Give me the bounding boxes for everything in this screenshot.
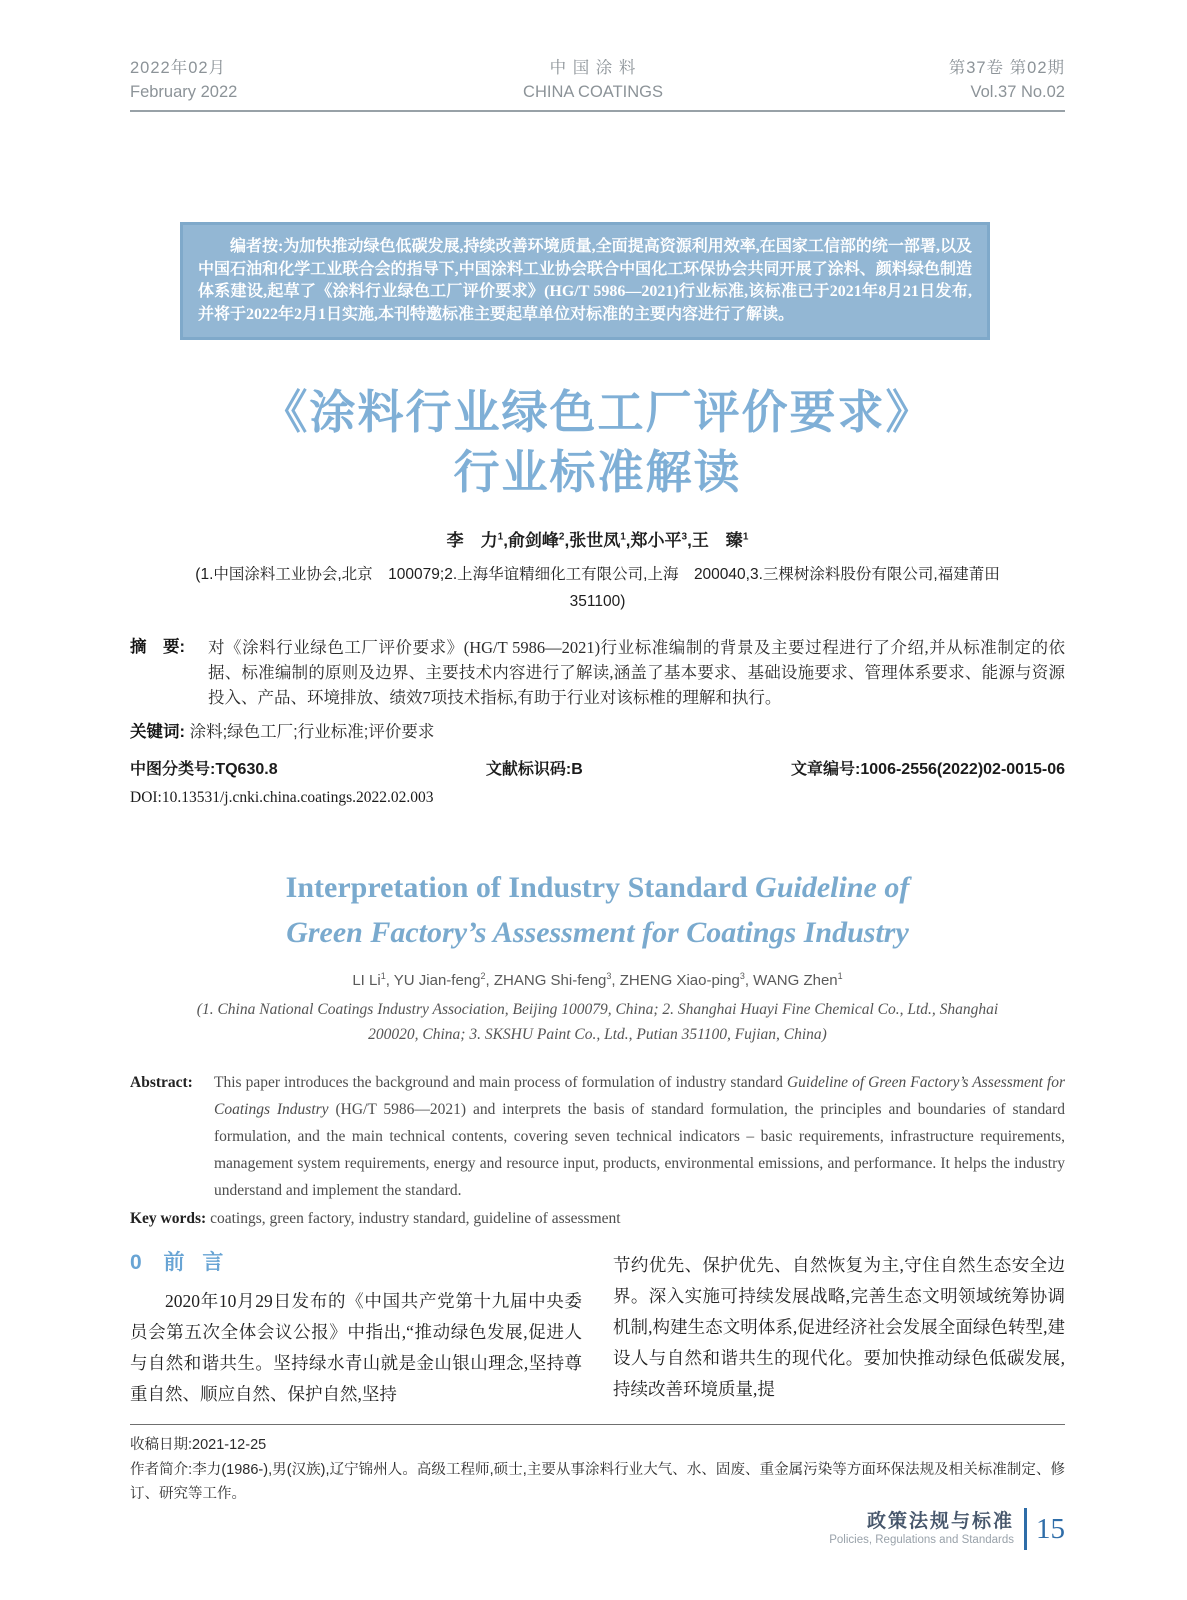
page-footer bbox=[829, 1508, 1065, 1550]
section-title: 前 言 bbox=[163, 1251, 230, 1274]
page bbox=[130, 0, 1065, 1507]
column-right bbox=[613, 1250, 1065, 1410]
classification-row bbox=[130, 756, 1065, 779]
keywords-zh bbox=[130, 718, 1065, 742]
abstract-zh-text: 对《涂料行业绿色工厂评价要求》(HG/T 5986—2021)行业标准编制的背景及主要过程进行了介绍,并从标准制定的依据、标准编制的原则及边界、主要技术内容进行了解读,涵盖了基本要求、基础设施要求、管理体系要求、能源与资源投入、产品、环境排放、绩效7项技术指标,有助于行业对该标椎的理解和执行。 bbox=[208, 638, 1065, 707]
issue-info bbox=[949, 56, 1065, 104]
issue-info-zh: 第37卷 第02期 bbox=[948, 59, 1065, 77]
keywords-en-label: Key words: bbox=[130, 1210, 207, 1227]
abstract-en-label: Abstract: bbox=[130, 1074, 193, 1091]
affiliation-en-line2: 200020, China; 3. SKSHU Paint Co., Ltd., Putian 351100, Fujian, China) bbox=[368, 1026, 827, 1043]
article-title-zh-line1: 《涂料行业绿色工厂评价要求》 bbox=[261, 386, 934, 438]
article-title-en-line2: Green Factory’s Assessment for Coatings Industry bbox=[286, 916, 909, 949]
abstract-en-text: This paper introduces the background and main process of formulation of industry standard Guideline of Green Factory’s Assessment for Coatings Industry (HG/T 5986—2021) and interprets the basis of standard formulation, the principles and boundaries of standard formulation, and the main technical contents, covering seven technical indicators – basic requirements, infrastructure requirements, management system requirements, energy and resource input, products, environmental emissions, and performance. It helps the industry understand and implement the standard. bbox=[214, 1074, 1065, 1199]
header-date-en: February 2022 bbox=[130, 83, 238, 101]
article-title-zh-line2: 行业标准解读 bbox=[453, 446, 742, 498]
section-number: 0 bbox=[130, 1251, 142, 1274]
keywords-en-text: coatings, green factory, industry standard, guideline of assessment bbox=[210, 1210, 621, 1227]
section-heading bbox=[130, 1250, 582, 1276]
body-columns bbox=[130, 1250, 1065, 1410]
authors-zh: 李 力$^1$,俞剑峰$^2$,张世凤$^1$,郑小平$^3$,王 臻$^1$ bbox=[446, 531, 749, 550]
journal-name-zh: 中 国 涂 料 bbox=[549, 59, 637, 77]
issue-info-en: Vol.37 No.02 bbox=[970, 83, 1065, 101]
footer-category bbox=[829, 1511, 1014, 1548]
affiliation-zh bbox=[130, 561, 1065, 615]
footer-category-zh: 政策法规与标准 bbox=[866, 1510, 1014, 1532]
abstract-en bbox=[130, 1069, 1065, 1204]
article-title-zh bbox=[130, 382, 1065, 502]
journal-header bbox=[130, 0, 1065, 112]
journal-name-en: CHINA COATINGS bbox=[523, 83, 663, 101]
author-bio: 作者简介:李力(1986-),男(汉族),辽宁锦州人。高级工程师,硕士,主要从事涂料行业大气、水、固废、重金属污染等方面环保法规及相关标准制定、修订、研究等工作。 bbox=[130, 1461, 1065, 1502]
footer-divider-bar bbox=[1024, 1508, 1027, 1550]
editor-note-box bbox=[180, 222, 990, 340]
column-right-paragraph: 节约优先、保护优先、自然恢复为主,守住自然生态安全边界。深入实施可持续发展战略,完善生态文明领域统筹协调机制,构建生态文明体系,促进经济社会发展全面绿色转型,建设人与自然和谐共生的现代化。要加快推动绿色低碳发展,持续改善环境质量,提 bbox=[613, 1255, 1065, 1399]
affiliation-zh-line1: (1.中国涂料工业协会,北京 100079;2.上海华谊精细化工有限公司,上海 200040,3.三棵树涂料股份有限公司,福建莆田 bbox=[195, 566, 1000, 583]
editor-note-text: 编者按:为加快推动绿色低碳发展,持续改善环境质量,全面提高资源利用效率,在国家工信部的统一部署,以及中国石油和化学工业联合会的指导下,中国涂料工业协会联合中国化工环保协会共同开展了涂料、颜料绿色制造体系建设,起草了《涂料行业绿色工厂评价要求》(HG/T 5986—2021)行业标准,该标准已于2021年8月21日发布,并将于2022年2月1日实施,本刊特邀标准主要起草单位对标准的主要内容进行了解读。 bbox=[198, 238, 972, 323]
doi-line: DOI:10.13531/j.cnki.china.coatings.2022.02.003 bbox=[130, 789, 434, 806]
header-date bbox=[130, 56, 237, 104]
affiliation-en-line1: (1. China National Coatings Industry Association, Beijing 100079, China; 2. Shanghai Huayi Fine Chemical Co., Ltd., Shanghai bbox=[196, 1001, 999, 1018]
column-left bbox=[130, 1250, 582, 1410]
authors-en: LI Li$^1$, YU Jian-feng$^2$, ZHANG Shi-feng$^3$, ZHENG Xiao-ping$^3$, WANG Zhen$^1$ bbox=[352, 971, 843, 989]
affiliation-zh-line2: 351100) bbox=[569, 593, 626, 610]
keywords-en bbox=[130, 1210, 1065, 1228]
abstract-zh-label: 摘 要: bbox=[130, 638, 185, 656]
article-title-en-line1: Interpretation of Industry Standard Guideline of bbox=[285, 871, 910, 904]
document-code: 文献标识码:B bbox=[485, 761, 583, 778]
article-title-en bbox=[130, 865, 1065, 955]
header-date-zh: 2022年02月 bbox=[130, 59, 227, 77]
page-number: 15 bbox=[1036, 1512, 1065, 1545]
journal-name bbox=[523, 56, 663, 104]
column-left-paragraph: 2020年10月29日发布的《中国共产党第十九届中央委员会第五次全体会议公报》中指出,“推动绿色发展,促进人与自然和谐共生。坚持绿水青山就是金山银山理念,坚持尊重自然、顺应自然、保护自然,坚持 bbox=[130, 1291, 582, 1404]
clc-number: 中图分类号:TQ630.8 bbox=[130, 761, 278, 778]
footer-category-en: Policies, Regulations and Standards bbox=[829, 1533, 1014, 1546]
received-date: 收稿日期:2021-12-25 bbox=[130, 1437, 267, 1453]
keywords-zh-label: 关键词: bbox=[130, 723, 185, 741]
article-id: 文章编号:1006-2556(2022)02-0015-06 bbox=[791, 761, 1065, 778]
abstract-zh bbox=[130, 635, 1065, 710]
affiliation-en bbox=[130, 997, 1065, 1047]
keywords-zh-text: 涂料;绿色工厂;行业标准;评价要求 bbox=[189, 723, 435, 741]
footnote-block bbox=[130, 1424, 1065, 1507]
